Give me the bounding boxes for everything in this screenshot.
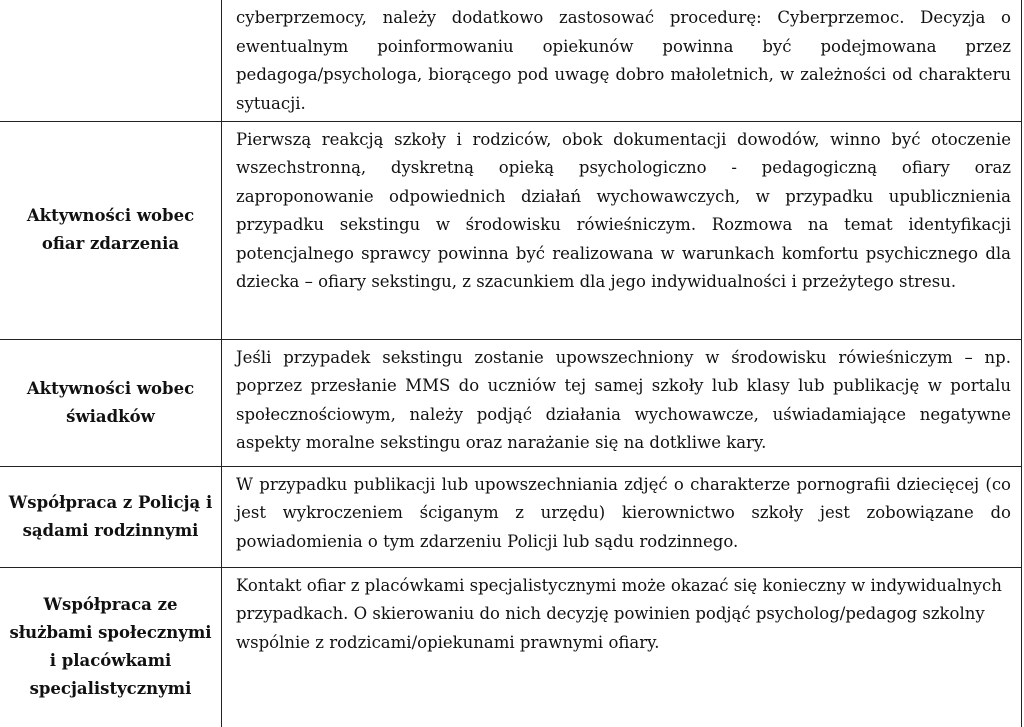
row-text-cell — [222, 339, 1022, 466]
row-text: cyberprzemocy, należy dodatkowo zastosować procedurę: Cyberprzemoc. Decyzja o ewentualnym poinformowaniu opiekunów powinna być podejmowana przez pedagoga/psychologa, biorącego pod uwagę dobro małoletnich, w zależności od charakteru sytuacji. — [236, 8, 1011, 113]
row-text-cell — [222, 121, 1022, 339]
row-text: Jeśli przypadek sekstingu zostanie upowszechniony w środowisku rówieśniczym – np. poprzez przesłanie MMS do uczniów tej samej szkoły lub klasy lub publikację w portalu społecznościowym, należy podjąć działania wychowawcze, uświadamiające negatywne aspekty moralne sekstingu oraz narażanie się na dotkliwe kary. — [236, 347, 1011, 452]
row-label: Aktywności wobec ofiar zdarzenia — [0, 121, 222, 339]
row-text-cell — [222, 466, 1022, 567]
table-row — [0, 339, 1022, 466]
row-text: Pierwszą reakcją szkoły i rodziców, obok dokumentacji dowodów, winno być otoczenie wszechstronną, dyskretną opieką psychologiczno - pedagogiczną ofiary oraz zaproponowanie odpowiednich działań wychowawczych, w przypadku upublicznienia przypadku sekstingu w środowisku rówieśniczym. Rozmowa na temat identyfikacji potencjalnego sprawcy powinna być realizowana w warunkach komfortu psychicznego dla dziecka – ofiary sekstingu, z szacunkiem dla jego indywidualności i przeżytego stresu. — [236, 129, 1011, 291]
table-row — [0, 0, 1022, 121]
row-text-cell — [222, 567, 1022, 727]
row-text: Kontakt ofiar z placówkami specjalistycznymi może okazać się konieczny w indywidualnych przypadkach. O skierowaniu do nich decyzję powinien podjąć psycholog/pedagog szkolny wspólnie z rodzicami/opiekunami prawnymi ofiary. — [236, 575, 1002, 652]
table-row — [0, 567, 1022, 727]
row-label: Współpraca z Policją i sądami rodzinnymi — [0, 466, 222, 567]
row-text: W przypadku publikacji lub upowszechniania zdjęć o charakterze pornografii dziecięcej (co jest wykroczeniem ściganym z urzędu) kierownictwo szkoły jest zobowiązane do powiadomienia o tym zdarzeniu Policji lub sądu rodzinnego. — [236, 474, 1011, 551]
table-row — [0, 466, 1022, 567]
row-label — [0, 0, 222, 121]
row-text-cell — [222, 0, 1022, 121]
row-label: Współpraca ze służbami społecznymi i placówkami specjalistycznymi — [0, 567, 222, 727]
table-row — [0, 121, 1022, 339]
row-label: Aktywności wobec świadków — [0, 339, 222, 466]
